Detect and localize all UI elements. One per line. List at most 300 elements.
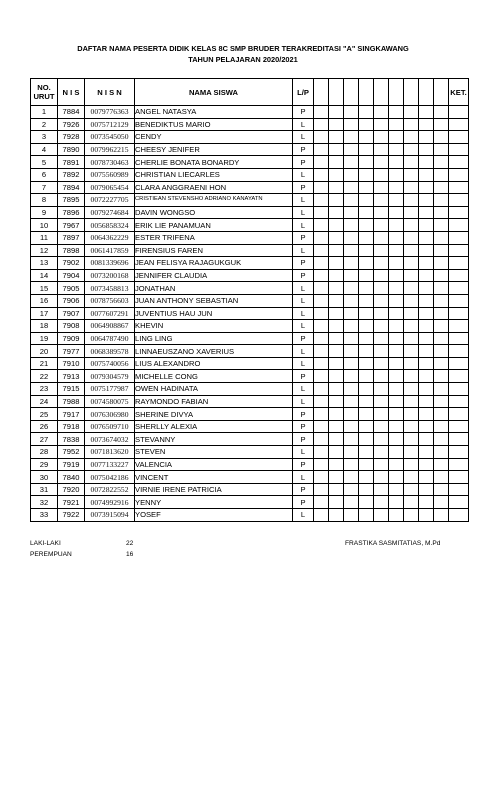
blank-cell [404, 118, 419, 131]
student-table [30, 78, 469, 522]
gender-cell: L [293, 244, 314, 257]
blank-cell [314, 458, 329, 471]
blank-cell [329, 282, 344, 295]
nisn-cell: 0076509710 [85, 420, 135, 433]
student-name-cell: DAVIN WONGSO [135, 206, 293, 219]
blank-cell [404, 269, 419, 282]
nisn-cell: 0074992916 [85, 496, 135, 509]
table-row [31, 282, 469, 295]
nis-cell: 7908 [58, 320, 85, 333]
blank-cell [434, 269, 449, 282]
nis-cell: 7904 [58, 269, 85, 282]
blank-cell [329, 383, 344, 396]
blank-cell [314, 307, 329, 320]
student-name-cell: STEVEN [135, 446, 293, 459]
blank-cell [419, 294, 434, 307]
blank-cell [389, 458, 404, 471]
gender-cell: L [293, 206, 314, 219]
table-row [31, 206, 469, 219]
gender-cell: L [293, 294, 314, 307]
blank-cell [434, 194, 449, 207]
blank-cell [359, 332, 374, 345]
row-number-cell: 22 [31, 370, 58, 383]
blank-cell [359, 143, 374, 156]
blank-cell [359, 383, 374, 396]
ket-cell [449, 307, 469, 320]
blank-cell [389, 509, 404, 522]
blank-cell [404, 433, 419, 446]
blank-cell [359, 509, 374, 522]
gender-cell: P [293, 156, 314, 169]
ket-cell [449, 269, 469, 282]
table-row [31, 496, 469, 509]
blank-cell [419, 156, 434, 169]
blank-cell [314, 244, 329, 257]
blank-cell [359, 370, 374, 383]
ket-cell [449, 433, 469, 446]
blank-cell [329, 257, 344, 270]
blank-cell [329, 345, 344, 358]
blank-cell [434, 420, 449, 433]
nis-cell: 7906 [58, 294, 85, 307]
table-row [31, 181, 469, 194]
blank-cell [419, 257, 434, 270]
blank-cell [344, 483, 359, 496]
blank-cell [329, 332, 344, 345]
blank-cell [329, 269, 344, 282]
teacher-signature-name: FRASTIKA SASMITATIAS, M.Pd [345, 540, 441, 547]
blank-cell [389, 282, 404, 295]
blank-cell [344, 345, 359, 358]
blank-cell [374, 231, 389, 244]
blank-cell [314, 483, 329, 496]
nis-cell: 7902 [58, 257, 85, 270]
student-name-cell: RAYMONDO FABIAN [135, 395, 293, 408]
blank-cell [419, 244, 434, 257]
table-row [31, 408, 469, 421]
blank-cell [314, 345, 329, 358]
col-header-blank [419, 79, 434, 106]
blank-cell [419, 231, 434, 244]
blank-cell [329, 156, 344, 169]
table-row [31, 395, 469, 408]
blank-cell [389, 269, 404, 282]
blank-cell [404, 357, 419, 370]
blank-cell [329, 446, 344, 459]
row-number-cell: 8 [31, 194, 58, 207]
blank-cell [314, 156, 329, 169]
blank-cell [314, 357, 329, 370]
blank-cell [434, 509, 449, 522]
row-number-cell: 2 [31, 118, 58, 131]
table-row [31, 307, 469, 320]
blank-cell [359, 345, 374, 358]
blank-cell [434, 143, 449, 156]
blank-cell [434, 156, 449, 169]
blank-cell [419, 408, 434, 421]
table-row [31, 269, 469, 282]
ket-cell [449, 483, 469, 496]
blank-cell [314, 471, 329, 484]
student-name-cell: JUAN ANTHONY SEBASTIAN [135, 294, 293, 307]
ket-cell [449, 106, 469, 119]
nis-cell: 7913 [58, 370, 85, 383]
blank-cell [359, 231, 374, 244]
blank-cell [314, 395, 329, 408]
nisn-cell: 0075740056 [85, 357, 135, 370]
col-header-nis: N I S [58, 79, 85, 106]
blank-cell [419, 496, 434, 509]
table-row [31, 219, 469, 232]
row-number-cell: 14 [31, 269, 58, 282]
nisn-cell: 0056858324 [85, 219, 135, 232]
ket-cell [449, 383, 469, 396]
blank-cell [359, 420, 374, 433]
blank-cell [329, 307, 344, 320]
blank-cell [419, 433, 434, 446]
blank-cell [314, 408, 329, 421]
table-row [31, 446, 469, 459]
gender-cell: P [293, 433, 314, 446]
blank-cell [359, 446, 374, 459]
nisn-cell: 0075560989 [85, 168, 135, 181]
ket-cell [449, 471, 469, 484]
blank-cell [419, 118, 434, 131]
blank-cell [419, 458, 434, 471]
blank-cell [404, 509, 419, 522]
blank-cell [314, 282, 329, 295]
blank-cell [434, 383, 449, 396]
gender-cell: P [293, 143, 314, 156]
blank-cell [344, 143, 359, 156]
gender-cell: L [293, 395, 314, 408]
row-number-cell: 10 [31, 219, 58, 232]
nis-cell: 7892 [58, 168, 85, 181]
table-row [31, 433, 469, 446]
col-header-ket: KET. [449, 79, 469, 106]
nis-cell: 7910 [58, 357, 85, 370]
blank-cell [374, 194, 389, 207]
blank-cell [344, 181, 359, 194]
blank-cell [374, 420, 389, 433]
col-header-name: NAMA SISWA [135, 79, 293, 106]
blank-cell [329, 483, 344, 496]
blank-cell [329, 433, 344, 446]
blank-cell [389, 420, 404, 433]
ket-cell [449, 370, 469, 383]
blank-cell [374, 370, 389, 383]
blank-cell [389, 370, 404, 383]
blank-cell [434, 106, 449, 119]
blank-cell [329, 231, 344, 244]
nisn-cell: 0073458813 [85, 282, 135, 295]
blank-cell [314, 509, 329, 522]
row-number-cell: 3 [31, 131, 58, 144]
blank-cell [314, 118, 329, 131]
blank-cell [314, 194, 329, 207]
blank-cell [389, 357, 404, 370]
blank-cell [419, 181, 434, 194]
blank-cell [434, 244, 449, 257]
nisn-cell: 0072227705 [85, 194, 135, 207]
row-number-cell: 30 [31, 471, 58, 484]
blank-cell [404, 143, 419, 156]
blank-cell [344, 332, 359, 345]
ket-cell [449, 282, 469, 295]
blank-cell [344, 357, 359, 370]
blank-cell [389, 345, 404, 358]
blank-cell [374, 307, 389, 320]
row-number-cell: 23 [31, 383, 58, 396]
blank-cell [419, 395, 434, 408]
blank-cell [389, 332, 404, 345]
blank-cell [329, 194, 344, 207]
blank-cell [404, 181, 419, 194]
student-name-cell: STEVANNY [135, 433, 293, 446]
table-row [31, 357, 469, 370]
table-row [31, 257, 469, 270]
student-name-cell: JUVENTIUS HAU JUN [135, 307, 293, 320]
nisn-cell: 0079274684 [85, 206, 135, 219]
blank-cell [404, 446, 419, 459]
table-row [31, 320, 469, 333]
blank-cell [404, 168, 419, 181]
blank-cell [344, 294, 359, 307]
blank-cell [404, 206, 419, 219]
table-row [31, 471, 469, 484]
nisn-cell: 0073545050 [85, 131, 135, 144]
blank-cell [404, 420, 419, 433]
blank-cell [434, 332, 449, 345]
student-name-cell: ERIK LIE PANAMUAN [135, 219, 293, 232]
blank-cell [419, 370, 434, 383]
blank-cell [434, 446, 449, 459]
nisn-cell: 0064787490 [85, 332, 135, 345]
row-number-cell: 19 [31, 332, 58, 345]
blank-cell [344, 194, 359, 207]
blank-cell [329, 219, 344, 232]
blank-cell [389, 143, 404, 156]
blank-cell [344, 257, 359, 270]
blank-cell [359, 496, 374, 509]
blank-cell [404, 370, 419, 383]
gender-cell: P [293, 269, 314, 282]
ket-cell [449, 395, 469, 408]
student-name-cell: LINNAEUSZANO XAVERIUS [135, 345, 293, 358]
blank-cell [344, 408, 359, 421]
student-name-cell: MICHELLE CONG [135, 370, 293, 383]
blank-cell [389, 194, 404, 207]
gender-cell: P [293, 420, 314, 433]
blank-cell [434, 483, 449, 496]
row-number-cell: 20 [31, 345, 58, 358]
blank-cell [344, 106, 359, 119]
ket-cell [449, 181, 469, 194]
table-row [31, 118, 469, 131]
blank-cell [419, 168, 434, 181]
nis-cell: 7884 [58, 106, 85, 119]
table-row [31, 483, 469, 496]
blank-cell [389, 471, 404, 484]
col-header-blank [374, 79, 389, 106]
blank-cell [374, 131, 389, 144]
blank-cell [419, 282, 434, 295]
blank-cell [374, 282, 389, 295]
student-name-cell: CHERLIE BONATA BONARDY [135, 156, 293, 169]
nisn-cell: 0078756603 [85, 294, 135, 307]
blank-cell [374, 106, 389, 119]
blank-cell [374, 244, 389, 257]
blank-cell [314, 269, 329, 282]
blank-cell [389, 483, 404, 496]
table-row [31, 345, 469, 358]
table-row [31, 143, 469, 156]
gender-cell: P [293, 332, 314, 345]
blank-cell [434, 370, 449, 383]
ket-cell [449, 357, 469, 370]
blank-cell [419, 206, 434, 219]
blank-cell [314, 446, 329, 459]
blank-cell [344, 282, 359, 295]
row-number-cell: 25 [31, 408, 58, 421]
ket-cell [449, 244, 469, 257]
nisn-cell: 0077607291 [85, 307, 135, 320]
gender-cell: P [293, 106, 314, 119]
col-header-blank [314, 79, 329, 106]
blank-cell [329, 320, 344, 333]
gender-cell: P [293, 496, 314, 509]
blank-cell [374, 458, 389, 471]
gender-cell: P [293, 257, 314, 270]
table-row [31, 420, 469, 433]
blank-cell [359, 219, 374, 232]
gender-cell: L [293, 345, 314, 358]
row-number-cell: 1 [31, 106, 58, 119]
nisn-cell: 0068389578 [85, 345, 135, 358]
blank-cell [359, 433, 374, 446]
blank-cell [389, 320, 404, 333]
col-header-no [31, 79, 58, 106]
row-number-cell: 32 [31, 496, 58, 509]
blank-cell [359, 269, 374, 282]
ket-cell [449, 206, 469, 219]
student-name-cell: FIRENSIUS FAREN [135, 244, 293, 257]
nisn-cell: 0075042186 [85, 471, 135, 484]
blank-cell [344, 168, 359, 181]
col-header-lp: L/P [293, 79, 314, 106]
ket-cell [449, 408, 469, 421]
student-name-cell: YENNY [135, 496, 293, 509]
blank-cell [374, 181, 389, 194]
blank-cell [329, 509, 344, 522]
blank-cell [419, 143, 434, 156]
blank-cell [389, 168, 404, 181]
blank-cell [419, 483, 434, 496]
blank-cell [359, 194, 374, 207]
nis-cell: 7919 [58, 458, 85, 471]
blank-cell [359, 282, 374, 295]
blank-cell [389, 446, 404, 459]
blank-cell [389, 181, 404, 194]
blank-cell [404, 408, 419, 421]
gender-cell: L [293, 219, 314, 232]
nis-cell: 7922 [58, 509, 85, 522]
row-number-cell: 18 [31, 320, 58, 333]
nisn-cell: 0079776363 [85, 106, 135, 119]
nisn-cell: 0076306980 [85, 408, 135, 421]
ket-cell [449, 345, 469, 358]
ket-cell [449, 156, 469, 169]
col-header-nisn: N I S N [85, 79, 135, 106]
table-header-row [31, 79, 469, 106]
nis-cell: 7894 [58, 181, 85, 194]
nisn-cell: 0075712129 [85, 118, 135, 131]
ket-cell [449, 294, 469, 307]
blank-cell [344, 118, 359, 131]
blank-cell [344, 446, 359, 459]
student-name-cell: LING LING [135, 332, 293, 345]
blank-cell [359, 244, 374, 257]
table-row [31, 458, 469, 471]
blank-cell [389, 156, 404, 169]
gender-cell: P [293, 458, 314, 471]
nis-cell: 7891 [58, 156, 85, 169]
blank-cell [329, 357, 344, 370]
blank-cell [359, 206, 374, 219]
blank-cell [344, 320, 359, 333]
nis-cell: 7918 [58, 420, 85, 433]
blank-cell [344, 231, 359, 244]
blank-cell [359, 471, 374, 484]
blank-cell [329, 143, 344, 156]
student-name-cell: SHERINE DIVYA [135, 408, 293, 421]
nisn-cell: 0078730463 [85, 156, 135, 169]
student-name-cell: KHEVIN [135, 320, 293, 333]
blank-cell [329, 496, 344, 509]
ket-cell [449, 496, 469, 509]
student-name-cell: OWEN HADINATA [135, 383, 293, 396]
blank-cell [359, 181, 374, 194]
nisn-cell: 0079065454 [85, 181, 135, 194]
blank-cell [344, 156, 359, 169]
blank-cell [434, 458, 449, 471]
blank-cell [374, 118, 389, 131]
female-label: PEREMPUAN [30, 551, 72, 558]
blank-cell [374, 156, 389, 169]
blank-cell [374, 257, 389, 270]
table-row [31, 244, 469, 257]
document-subtitle: TAHUN PELAJARAN 2020/2021 [188, 55, 298, 64]
blank-cell [329, 206, 344, 219]
row-number-cell: 28 [31, 446, 58, 459]
blank-cell [314, 320, 329, 333]
table-row [31, 370, 469, 383]
blank-cell [389, 118, 404, 131]
ket-cell [449, 320, 469, 333]
nis-cell: 7840 [58, 471, 85, 484]
nis-cell: 7928 [58, 131, 85, 144]
blank-cell [434, 294, 449, 307]
row-number-cell: 21 [31, 357, 58, 370]
blank-cell [404, 458, 419, 471]
nisn-cell: 0077133227 [85, 458, 135, 471]
gender-cell: P [293, 408, 314, 421]
male-label: LAKI-LAKI [30, 540, 61, 547]
nis-cell: 7952 [58, 446, 85, 459]
blank-cell [434, 257, 449, 270]
nisn-cell: 0074580075 [85, 395, 135, 408]
blank-cell [374, 433, 389, 446]
